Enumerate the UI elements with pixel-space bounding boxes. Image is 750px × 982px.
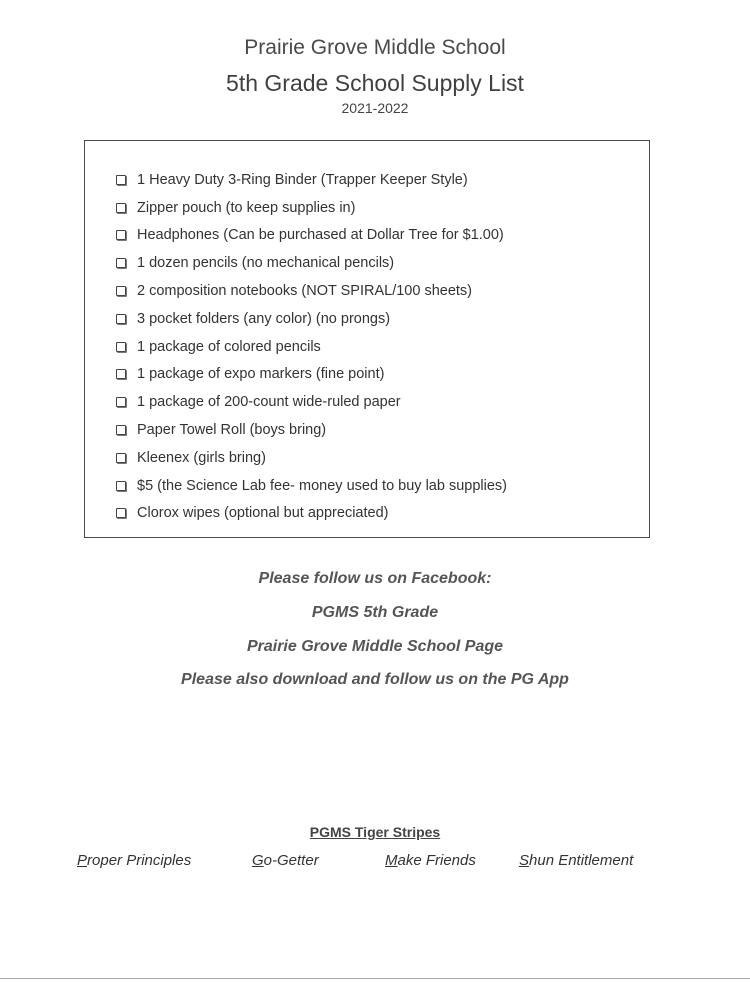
supply-item <box>116 416 507 444</box>
supply-item-label: Clorox wipes (optional but appreciated) <box>137 505 389 522</box>
supply-item <box>116 249 507 277</box>
principle-rest: ake Friends <box>397 852 476 869</box>
supply-item-label: 1 package of expo markers (fine point) <box>137 366 385 383</box>
facebook-heading: Please follow us on Facebook: <box>258 570 492 587</box>
checkbox-icon <box>116 453 126 463</box>
checkbox-icon <box>116 314 126 324</box>
principle-rest: roper Principles <box>87 852 192 869</box>
supply-item <box>116 166 507 194</box>
supply-list <box>116 166 507 527</box>
checkbox-icon <box>116 286 126 296</box>
principle-initial: M <box>385 852 398 869</box>
supply-item-label: Headphones (Can be purchased at Dollar Tree for $1.00) <box>137 227 504 244</box>
bottom-divider <box>0 978 750 979</box>
supply-item <box>116 444 507 472</box>
principle-initial: P <box>77 852 88 869</box>
supply-item-label: 1 package of 200-count wide-ruled paper <box>137 394 401 411</box>
supply-item-label: 1 Heavy Duty 3-Ring Binder (Trapper Keeper Style) <box>137 171 468 188</box>
app-download-note: Please also download and follow us on the PG App <box>181 671 569 688</box>
checkbox-icon <box>116 230 126 240</box>
supply-item <box>116 277 507 305</box>
checkbox-icon <box>116 397 126 407</box>
principle-make-friends <box>385 852 476 869</box>
supply-item <box>116 333 507 361</box>
list-title: 5th Grade School Supply List <box>226 70 524 96</box>
school-year: 2021-2022 <box>341 100 409 116</box>
supply-item-label: 3 pocket folders (any color) (no prongs) <box>137 310 391 327</box>
principle-go-getter <box>252 852 319 869</box>
supply-item-label: Paper Towel Roll (boys bring) <box>137 422 327 439</box>
supply-item-label: Kleenex (girls bring) <box>137 449 266 466</box>
principle-initial: G <box>252 852 264 869</box>
checkbox-icon <box>116 203 126 213</box>
checkbox-icon <box>116 369 126 379</box>
principle-rest: o-Getter <box>263 852 319 869</box>
supply-item-label: Zipper pouch (to keep supplies in) <box>137 199 356 216</box>
principle-initial: S <box>519 852 530 869</box>
tiger-stripes-title: PGMS Tiger Stripes <box>309 824 441 840</box>
checkbox-icon <box>116 342 126 352</box>
principle-proper-principles <box>77 852 191 869</box>
school-name: Prairie Grove Middle School <box>244 36 506 59</box>
checkbox-icon <box>116 258 126 268</box>
supply-item-label: $5 (the Science Lab fee- money used to buy lab supplies) <box>137 477 507 494</box>
supply-item <box>116 194 507 222</box>
facebook-page-5th-grade: PGMS 5th Grade <box>311 604 439 621</box>
principle-shun-entitlement <box>519 852 633 869</box>
supply-item <box>116 500 507 528</box>
supply-item <box>116 222 507 250</box>
supply-item <box>116 472 507 500</box>
supply-item <box>116 388 507 416</box>
checkbox-icon <box>116 481 126 491</box>
supply-item-label: 1 package of colored pencils <box>137 338 321 355</box>
facebook-page-school: Prairie Grove Middle School Page <box>246 638 504 655</box>
supply-item-label: 2 composition notebooks (NOT SPIRAL/100 sheets) <box>137 283 473 300</box>
supply-item <box>116 305 507 333</box>
supply-item-label: 1 dozen pencils (no mechanical pencils) <box>137 255 395 272</box>
principle-rest: hun Entitlement <box>529 852 634 869</box>
checkbox-icon <box>116 175 126 185</box>
checkbox-icon <box>116 508 126 518</box>
supply-item <box>116 361 507 389</box>
checkbox-icon <box>116 425 126 435</box>
